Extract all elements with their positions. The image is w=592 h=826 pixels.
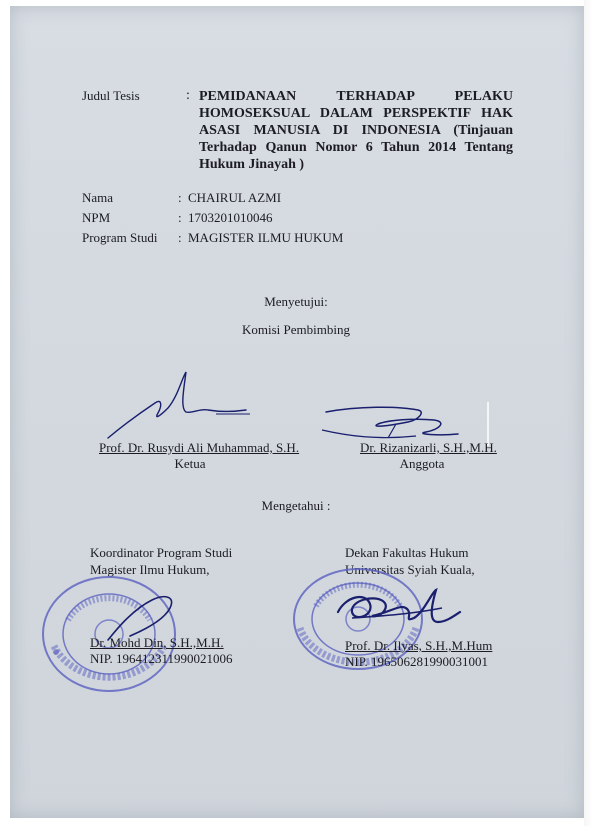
approved-heading: Menyetujui: [264, 294, 328, 309]
dean-signature [332, 582, 466, 634]
dean-title-1: Dekan Fakultas Hukum [345, 545, 469, 560]
supervisor2-role: Anggota [399, 456, 445, 471]
supervisor1-role: Ketua [174, 456, 206, 471]
program-colon: : [178, 230, 182, 245]
dean-name: Prof. Dr. Ilyas, S.H.,M.Hum [345, 638, 493, 653]
thesis-title-colon: : [186, 88, 190, 103]
dean-title-2: Universitas Syiah Kuala, [345, 562, 475, 577]
coordinator-title-1: Koordinator Program Studi [90, 545, 233, 560]
coordinator-title-2: Magister Ilmu Hukum, [90, 562, 210, 577]
supervisor1-name: Prof. Dr. Rusydi Ali Muhammad, S.H. [99, 440, 300, 455]
thesis-title [199, 88, 513, 173]
acknowledged-heading: Mengetahui : [261, 498, 331, 513]
supervisor2-name: Dr. Rizanizarli, S.H.,M.H. [360, 440, 497, 455]
npm-colon: : [178, 210, 182, 225]
thesis-title-line: Terhadap Qanun Nomor 6 Tahun 2014 Tentang [199, 140, 513, 155]
committee-heading: Komisi Pembimbing [242, 322, 350, 337]
program-label: Program Studi [82, 230, 158, 245]
thesis-title-line: ASASI MANUSIA DI INDONESIA (Tinjauan [199, 123, 513, 138]
page-edge [584, 0, 592, 826]
thesis-title-line: PEMIDANAAN TERHADAP PELAKU [199, 89, 513, 104]
dean-nip: NIP. 196506281990031001 [345, 654, 489, 669]
name-colon: : [178, 190, 182, 205]
npm-value: 1703201010046 [188, 210, 273, 225]
name-label: Nama [82, 190, 114, 205]
thesis-title-label: Judul Tesis [82, 88, 140, 103]
supervisor1-signature [100, 368, 260, 448]
npm-label: NPM [82, 210, 111, 225]
coordinator-nip: NIP. 196412311990021006 [90, 651, 233, 666]
program-value: MAGISTER ILMU HUKUM [188, 230, 344, 245]
thesis-title-line: Hukum Jinayah ) [199, 157, 305, 172]
thesis-title-line: HOMOSEKSUAL DALAM PERSPEKTIF HAK [199, 106, 513, 121]
name-value: CHAIRUL AZMI [188, 190, 282, 205]
coordinator-name: Dr. Mohd Din, S.H.,M.H. [90, 635, 224, 650]
